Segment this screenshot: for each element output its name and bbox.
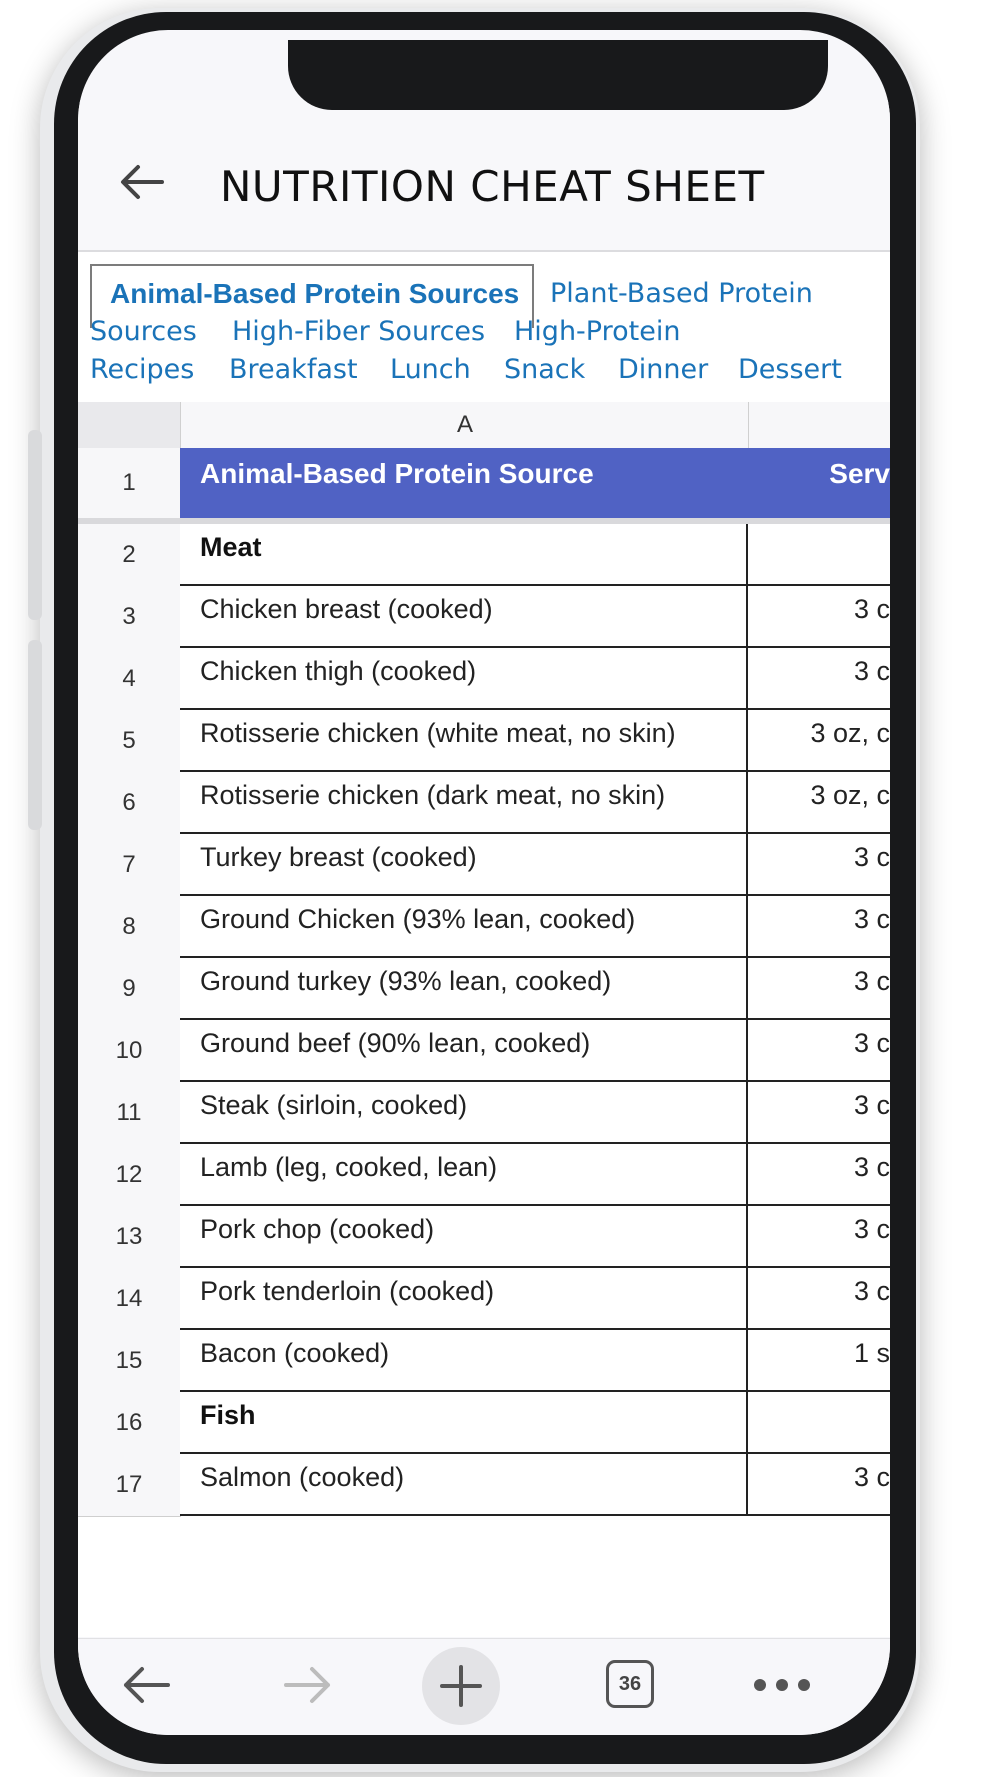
serving-cell[interactable] — [748, 1144, 890, 1206]
row-number-label: 15 — [115, 1347, 143, 1374]
protein-source-cell[interactable] — [180, 1144, 748, 1206]
protein-source-text: Lamb (leg, cooked, lean) — [200, 1152, 498, 1182]
row-number[interactable] — [78, 772, 181, 835]
protein-source-cell[interactable] — [180, 1206, 748, 1268]
protein-source-cell[interactable] — [180, 1020, 748, 1082]
tab-animal-based-protein-sources[interactable]: Animal-Based Protein Sources — [110, 278, 520, 309]
tabs-count: 36 — [618, 1672, 642, 1695]
row-number[interactable] — [78, 1206, 181, 1269]
section-heading-text: Fish — [200, 1400, 256, 1430]
serving-cell[interactable] — [748, 524, 890, 586]
protein-source-text: Salmon (cooked) — [200, 1462, 405, 1492]
protein-source-text: Ground Chicken (93% lean, cooked) — [200, 904, 636, 934]
serving-text: 3 c — [853, 1276, 890, 1306]
protein-source-text: Rotisserie chicken (dark meat, no skin) — [200, 780, 666, 810]
phone-screen — [78, 30, 890, 1735]
header-cell-serving[interactable] — [748, 448, 890, 518]
protein-source-text: Ground turkey (93% lean, cooked) — [200, 966, 612, 996]
row-number[interactable] — [78, 648, 181, 711]
serving-text: 3 c — [853, 656, 890, 686]
row-number-label: 12 — [115, 1161, 143, 1188]
header-label-source: Animal-Based Protein Source — [200, 458, 594, 489]
back-arrow-icon[interactable] — [118, 162, 166, 202]
row-number[interactable] — [78, 1144, 181, 1207]
protein-source-text: Rotisserie chicken (white meat, no skin) — [200, 718, 676, 748]
column-header-corner — [78, 402, 180, 449]
back-arrow-icon[interactable] — [118, 1657, 174, 1713]
protein-source-text: Turkey breast (cooked) — [200, 842, 477, 872]
serving-cell[interactable] — [748, 958, 890, 1020]
protein-source-text: Chicken thigh (cooked) — [200, 656, 477, 686]
protein-source-text: Steak (sirloin, cooked) — [200, 1090, 468, 1120]
row-number[interactable] — [78, 958, 181, 1021]
row-number[interactable] — [78, 896, 181, 959]
page-title: NUTRITION CHEAT SHEET — [220, 162, 765, 211]
serving-text: 3 c — [853, 842, 890, 872]
new-tab-button[interactable] — [422, 1647, 500, 1725]
serving-cell[interactable] — [748, 648, 890, 710]
protein-source-cell[interactable] — [180, 1330, 748, 1392]
section-heading-text: Meat — [200, 532, 262, 562]
row-number[interactable] — [78, 586, 181, 649]
serving-cell[interactable] — [748, 772, 890, 834]
tab-dinner[interactable]: Dinner — [618, 354, 709, 385]
row-number-label: 8 — [122, 913, 136, 940]
tabs-count-button[interactable] — [606, 1660, 654, 1708]
protein-source-text: Bacon (cooked) — [200, 1338, 390, 1368]
row-number[interactable] — [78, 1454, 181, 1517]
serving-cell[interactable] — [748, 1454, 890, 1516]
spreadsheet-grid — [78, 402, 890, 1637]
tab-high-fiber-sources[interactable]: High-Fiber Sources — [232, 316, 486, 347]
header-label-serving: Serv — [829, 458, 890, 489]
row-number[interactable] — [78, 1330, 181, 1393]
protein-source-text: Ground beef (90% lean, cooked) — [200, 1028, 591, 1058]
row-number-label: 7 — [122, 851, 136, 878]
row-number-label: 14 — [115, 1285, 143, 1312]
protein-source-cell[interactable] — [180, 772, 748, 834]
column-header-b[interactable] — [748, 402, 890, 449]
serving-text: 3 c — [853, 1214, 890, 1244]
row-number-label: 2 — [122, 541, 136, 568]
row-number-label: 11 — [116, 1099, 142, 1126]
serving-text: 3 c — [853, 1028, 890, 1058]
side-button-upper — [28, 430, 42, 620]
tab-dessert[interactable]: Dessert — [738, 354, 842, 385]
tab-sources[interactable]: Sources — [90, 316, 197, 347]
section-heading-cell[interactable] — [180, 524, 748, 586]
side-button-lower — [28, 640, 42, 830]
protein-source-text: Pork tenderloin (cooked) — [200, 1276, 495, 1306]
serving-cell[interactable] — [748, 896, 890, 958]
protein-source-cell[interactable] — [180, 1454, 748, 1516]
protein-source-text: Chicken breast (cooked) — [200, 594, 493, 624]
notch — [288, 40, 828, 110]
row-number-label: 3 — [122, 603, 136, 630]
serving-text: 3 c — [853, 1462, 890, 1492]
protein-source-text: Pork chop (cooked) — [200, 1214, 435, 1244]
tab-breakfast[interactable]: Breakfast — [229, 354, 358, 385]
protein-source-cell[interactable] — [180, 834, 748, 896]
serving-cell[interactable] — [748, 1268, 890, 1330]
tab-recipes[interactable]: Recipes — [90, 354, 195, 385]
app-bar — [78, 100, 890, 252]
serving-text: 3 oz, c — [810, 780, 890, 810]
row-number-label: 5 — [122, 727, 136, 754]
column-header-a[interactable] — [180, 402, 749, 449]
protein-source-cell[interactable] — [180, 710, 748, 772]
serving-text: 3 c — [853, 1152, 890, 1182]
row-number-label: 4 — [122, 665, 136, 692]
forward-arrow-icon[interactable] — [280, 1657, 336, 1713]
row-number[interactable] — [78, 1392, 181, 1455]
row-number-label: 9 — [122, 975, 136, 1002]
tab-high-protein[interactable]: High-Protein — [514, 316, 681, 347]
serving-cell[interactable] — [748, 1206, 890, 1268]
plus-icon — [422, 1647, 500, 1725]
row-number[interactable] — [78, 834, 181, 897]
tab-plant-based-protein[interactable]: Plant-Based Protein — [550, 278, 813, 309]
tab-snack[interactable]: Snack — [504, 354, 586, 385]
browser-bottom-nav — [78, 1638, 890, 1735]
protein-source-cell[interactable] — [180, 958, 748, 1020]
row-number-label: 6 — [122, 789, 136, 816]
serving-cell[interactable] — [748, 710, 890, 772]
protein-source-cell[interactable] — [180, 648, 748, 710]
serving-text: 3 c — [853, 1090, 890, 1120]
row-number-label: 10 — [115, 1037, 143, 1064]
row-number-label: 13 — [115, 1223, 143, 1250]
protein-source-cell[interactable] — [180, 1082, 748, 1144]
row-number-label: 1 — [122, 469, 136, 496]
row-number-label: 16 — [115, 1409, 143, 1436]
serving-cell[interactable] — [748, 1330, 890, 1392]
serving-text: 3 oz, c — [810, 718, 890, 748]
sheet-tabs — [78, 252, 890, 404]
row-number[interactable] — [78, 1020, 181, 1083]
serving-text: 3 c — [853, 594, 890, 624]
row-number[interactable] — [78, 1268, 181, 1331]
row-number[interactable] — [78, 1082, 181, 1145]
protein-source-cell[interactable] — [180, 896, 748, 958]
serving-cell[interactable] — [748, 1082, 890, 1144]
header-cell-source[interactable] — [180, 448, 748, 518]
serving-text: 3 c — [853, 966, 890, 996]
row-number[interactable] — [78, 524, 181, 587]
more-icon[interactable] — [754, 1679, 834, 1693]
column-label-a: A — [456, 411, 473, 438]
row-number-label: 17 — [115, 1471, 143, 1498]
section-heading-cell[interactable] — [180, 1392, 748, 1454]
protein-source-cell[interactable] — [180, 1268, 748, 1330]
serving-text: 1 s — [853, 1338, 890, 1368]
row-number[interactable] — [78, 448, 181, 519]
serving-cell[interactable] — [748, 586, 890, 648]
tab-lunch[interactable]: Lunch — [390, 354, 471, 385]
serving-cell[interactable] — [748, 834, 890, 896]
row-number[interactable] — [78, 710, 181, 773]
serving-cell[interactable] — [748, 1392, 890, 1454]
protein-source-cell[interactable] — [180, 586, 748, 648]
serving-text: 3 c — [853, 904, 890, 934]
serving-cell[interactable] — [748, 1020, 890, 1082]
